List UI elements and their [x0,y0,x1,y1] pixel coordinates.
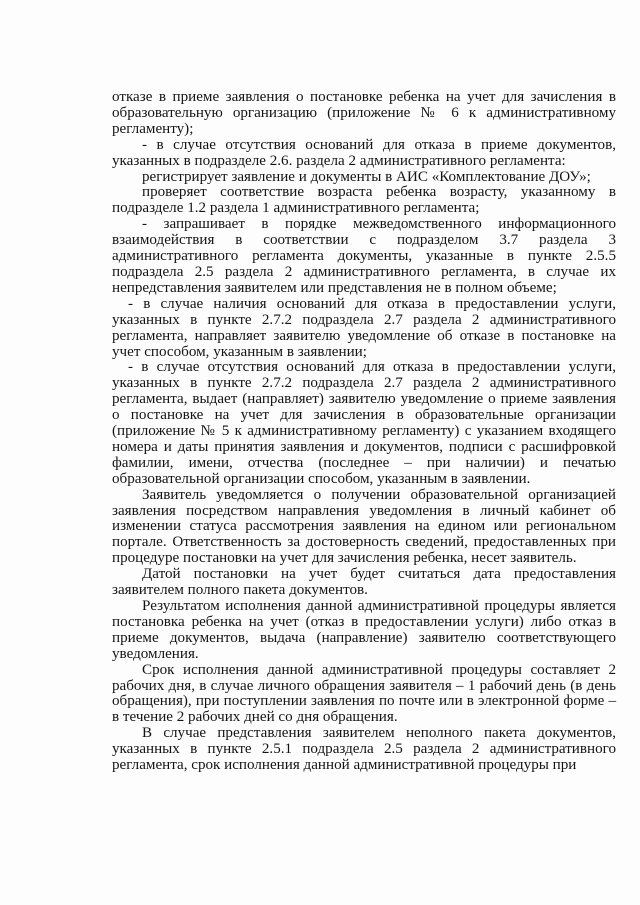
paragraph-procedure-term: Срок исполнения данной административной процедуры составляет 2 рабочих дня, в случае личного обращения заявителя – 1 рабочий день (в день обращения), при поступлении заявления по почте или в электронной форме – в течение 2 рабочих дней со дня обращения. [112,661,616,726]
paragraph-check-age: проверяет соответствие возраста ребенка возрасту, указанному в подразделе 1.2 раздела 1 административного регламента; [112,184,616,217]
paragraph-no-grounds-for-refusal: - в случае отсутствия оснований для отказа в предоставлении услуги, указанных в пункте 2.7.2 подраздела 2.7 раздела 2 административного регламента, выдает (направляет) заявителю уведомление о приеме заявления о постановке на учет для зачисления в образовательные организации (приложение № 5 к административному регламенту) с указанием входящего номера и даты принятия заявления и документов, подписи с расшифровкой фамилии, имени, отчества (последнее – при наличии) и печатью образовательной организации способом, указанным в заявлении. [112,359,616,487]
paragraph-incomplete-package: В случае представления заявителем неполного пакета документов, указанных в пункте 2.5.1 подраздела 2.5 раздела 2 административного регламента, срок исполнения данной административной процедуры при [112,725,616,774]
document-body [112,90,616,774]
paragraph-no-grounds-refusal-documents: - в случае отсутствия оснований для отказа в приеме документов, указанных в подразделе 2.6. раздела 2 административного регламента: [112,136,616,169]
paragraph-registration-date: Датой постановки на учет будет считаться дата предоставления заявителем полного пакета документов. [112,566,616,599]
paragraph-procedure-result: Результатом исполнения данной административной процедуры является постановка ребенка на учет (отказ в предоставлении услуги) либо отказ в приеме документов, выдача (направление) заявителю соответствующего уведомления. [112,598,616,662]
paragraph-applicant-notified: Заявитель уведомляется о получении образовательной организацией заявления посредством направления уведомления в личный кабинет об изменении статуса рассмотрения заявления на едином или региональном портале. Ответственность за достоверность сведений, предоставленных при процедуре постановки на учет для зачисления ребенка, несет заявитель. [112,486,616,567]
paragraph-refusal-notice-end: отказе в приеме заявления о постановке ребенка на учет для зачисления в образовательную организацию (приложение № 6 к административному регламенту); [112,89,616,137]
paragraph-grounds-for-refusal: - в случае наличия оснований для отказа в предоставлении услуги, указанных в пункте 2.7.2 подраздела 2.7 раздела 2 административного регламента, направляет заявителю уведомление об отказе в постановке на учет способом, указанным в заявлении; [112,295,616,360]
paragraph-register-application: регистрирует заявление и документы в АИС «Комплектование ДОУ»; [142,168,591,185]
paragraph-interagency-request: - запрашивает в порядке межведомственного информационного взаимодействия в соответствии с подразделом 3.7 раздела 3 административного регламента документы, указанные в пункте 2.5.5 подраздела 2.5 раздела 2 административного регламента, в случае их непредставления заявителем или представления не в полном объеме; [112,216,616,296]
